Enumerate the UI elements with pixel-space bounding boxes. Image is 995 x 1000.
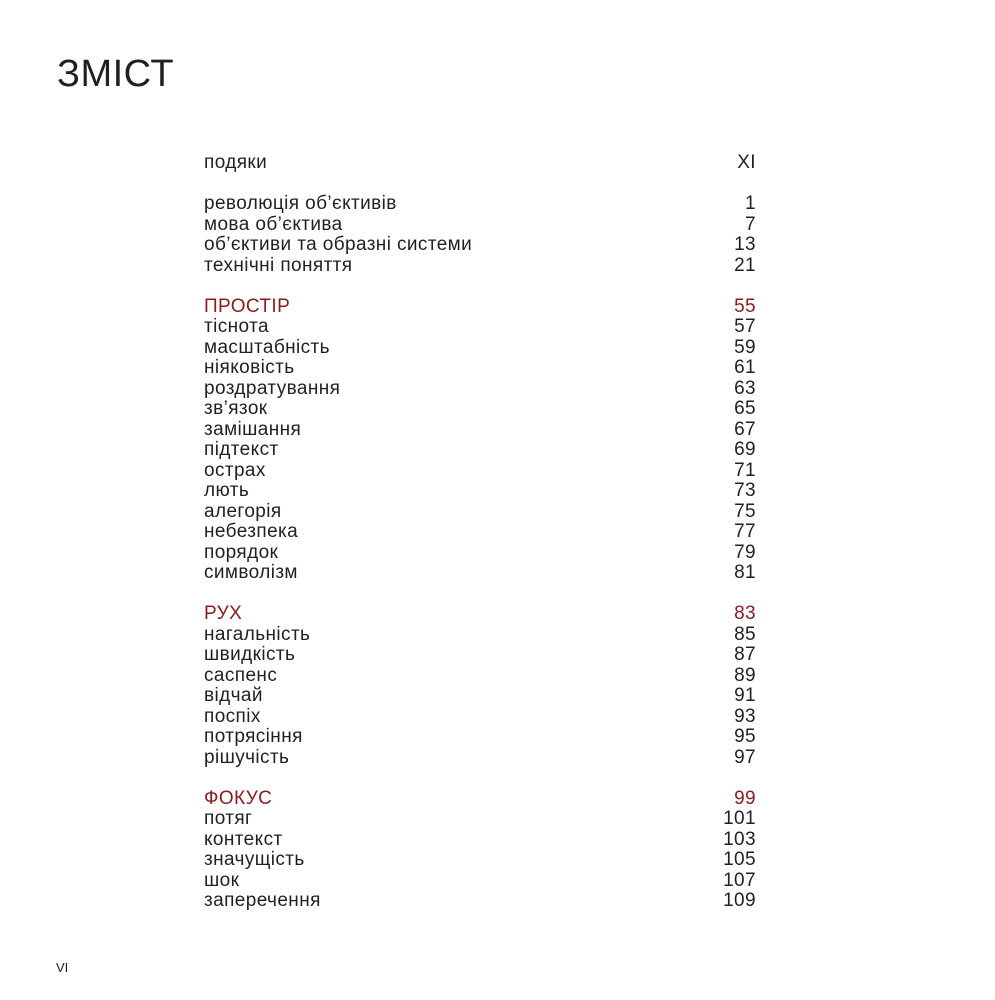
toc-section-page-number: 83	[734, 603, 756, 624]
toc-entry[interactable]	[204, 256, 756, 277]
toc-group	[204, 153, 756, 174]
toc-entry-page-number: 95	[734, 726, 756, 747]
toc-section-heading[interactable]	[204, 297, 756, 318]
toc-entry-page-number: 75	[734, 500, 756, 522]
toc-entry-label: технічні поняття	[204, 254, 353, 276]
toc-entry-page-number: 57	[734, 316, 756, 337]
toc-entry-page-number: XI	[737, 152, 756, 173]
toc-entry-page-number: 1	[745, 193, 756, 214]
toc-entry-label: шок	[204, 869, 240, 891]
toc-entry-label: швидкість	[204, 644, 296, 665]
toc-entry[interactable]	[204, 891, 756, 912]
toc-entry-page-number: 7	[745, 213, 756, 235]
toc-entry[interactable]	[204, 707, 756, 728]
toc-entry-page-number: 89	[734, 664, 756, 686]
toc-entry-label: об’єктиви та образні системи	[204, 234, 473, 255]
toc-entry-page-number: 79	[734, 541, 756, 563]
toc-entry-label: нагальність	[204, 623, 311, 645]
toc-section-heading[interactable]	[204, 604, 756, 625]
toc-section-label: ФОКУС	[204, 787, 273, 809]
toc-entry[interactable]	[204, 748, 756, 769]
toc-entry[interactable]	[204, 727, 756, 748]
toc-entry-label: масштабність	[204, 336, 330, 358]
toc-entry-label: відчай	[204, 685, 263, 706]
toc-entry-label: лють	[204, 480, 250, 501]
toc-entry[interactable]	[204, 625, 756, 646]
toc-entry-page-number: 101	[723, 808, 756, 829]
toc-entry[interactable]	[204, 379, 756, 400]
toc-entry-page-number: 87	[734, 644, 756, 665]
toc-group	[204, 194, 756, 276]
toc-entry-label: подяки	[204, 152, 268, 173]
toc-entry-label: контекст	[204, 828, 283, 850]
table-of-contents	[204, 153, 756, 932]
toc-entry-label: символізм	[204, 562, 298, 583]
toc-entry-page-number: 77	[734, 521, 756, 542]
toc-entry[interactable]	[204, 686, 756, 707]
toc-entry[interactable]	[204, 830, 756, 851]
page-number: VI	[56, 960, 69, 975]
toc-entry[interactable]	[204, 502, 756, 523]
toc-entry-label: потрясіння	[204, 726, 303, 747]
toc-group	[204, 789, 756, 912]
toc-entry[interactable]	[204, 153, 756, 174]
toc-entry-label: ніяковість	[204, 357, 295, 378]
toc-entry[interactable]	[204, 645, 756, 666]
toc-entry[interactable]	[204, 317, 756, 338]
toc-entry-page-number: 85	[734, 623, 756, 645]
toc-group	[204, 297, 756, 584]
toc-entry-page-number: 13	[734, 234, 756, 255]
toc-entry[interactable]	[204, 420, 756, 441]
toc-entry[interactable]	[204, 543, 756, 564]
toc-entry-label: підтекст	[204, 439, 279, 460]
toc-section-heading[interactable]	[204, 789, 756, 810]
toc-entry[interactable]	[204, 871, 756, 892]
toc-entry[interactable]	[204, 563, 756, 584]
toc-group	[204, 604, 756, 768]
toc-entry[interactable]	[204, 358, 756, 379]
toc-entry-label: революція об’єктивів	[204, 193, 397, 214]
toc-entry-page-number: 73	[734, 480, 756, 501]
toc-entry[interactable]	[204, 399, 756, 420]
toc-entry-page-number: 103	[723, 828, 756, 850]
toc-entry-page-number: 65	[734, 398, 756, 419]
toc-entry[interactable]	[204, 666, 756, 687]
toc-section-page-number: 55	[734, 295, 756, 317]
toc-entry-label: потяг	[204, 808, 253, 829]
toc-entry[interactable]	[204, 440, 756, 461]
toc-entry-page-number: 91	[734, 685, 756, 706]
toc-entry-label: острах	[204, 459, 266, 481]
toc-entry[interactable]	[204, 850, 756, 871]
toc-entry[interactable]	[204, 235, 756, 256]
toc-entry-page-number: 21	[734, 254, 756, 276]
toc-section-label: РУХ	[204, 603, 243, 624]
toc-entry-label: рішучість	[204, 746, 290, 768]
toc-entry-label: саспенс	[204, 664, 278, 686]
toc-entry[interactable]	[204, 522, 756, 543]
page-title: ЗМІСТ	[57, 53, 175, 95]
toc-entry-page-number: 105	[723, 849, 756, 870]
toc-entry-label: заперечення	[204, 890, 321, 911]
toc-entry[interactable]	[204, 461, 756, 482]
toc-entry-page-number: 61	[734, 357, 756, 378]
toc-entry-page-number: 71	[734, 459, 756, 481]
toc-entry-label: замішання	[204, 418, 302, 440]
toc-entry-page-number: 107	[723, 869, 756, 891]
toc-entry-label: тіснота	[204, 316, 269, 337]
toc-entry-label: роздратування	[204, 377, 341, 399]
toc-entry-page-number: 59	[734, 336, 756, 358]
toc-entry-page-number: 97	[734, 746, 756, 768]
toc-entry-label: порядок	[204, 541, 279, 563]
toc-entry-page-number: 93	[734, 705, 756, 727]
toc-entry[interactable]	[204, 194, 756, 215]
toc-entry[interactable]	[204, 338, 756, 359]
toc-entry[interactable]	[204, 809, 756, 830]
toc-entry-label: алегорія	[204, 500, 282, 522]
toc-section-page-number: 99	[734, 787, 756, 809]
toc-entry-label: значущість	[204, 849, 305, 870]
toc-entry-label: поспіх	[204, 705, 261, 727]
toc-section-label: ПРОСТІР	[204, 295, 291, 317]
toc-entry-page-number: 67	[734, 418, 756, 440]
toc-entry-label: небезпека	[204, 521, 299, 542]
toc-entry-page-number: 81	[734, 562, 756, 583]
toc-entry-page-number: 109	[723, 890, 756, 911]
toc-entry[interactable]	[204, 215, 756, 236]
toc-entry-label: мова об’єктива	[204, 213, 343, 235]
toc-entry-page-number: 69	[734, 439, 756, 460]
toc-entry[interactable]	[204, 481, 756, 502]
toc-entry-label: зв’язок	[204, 398, 268, 419]
toc-entry-page-number: 63	[734, 377, 756, 399]
